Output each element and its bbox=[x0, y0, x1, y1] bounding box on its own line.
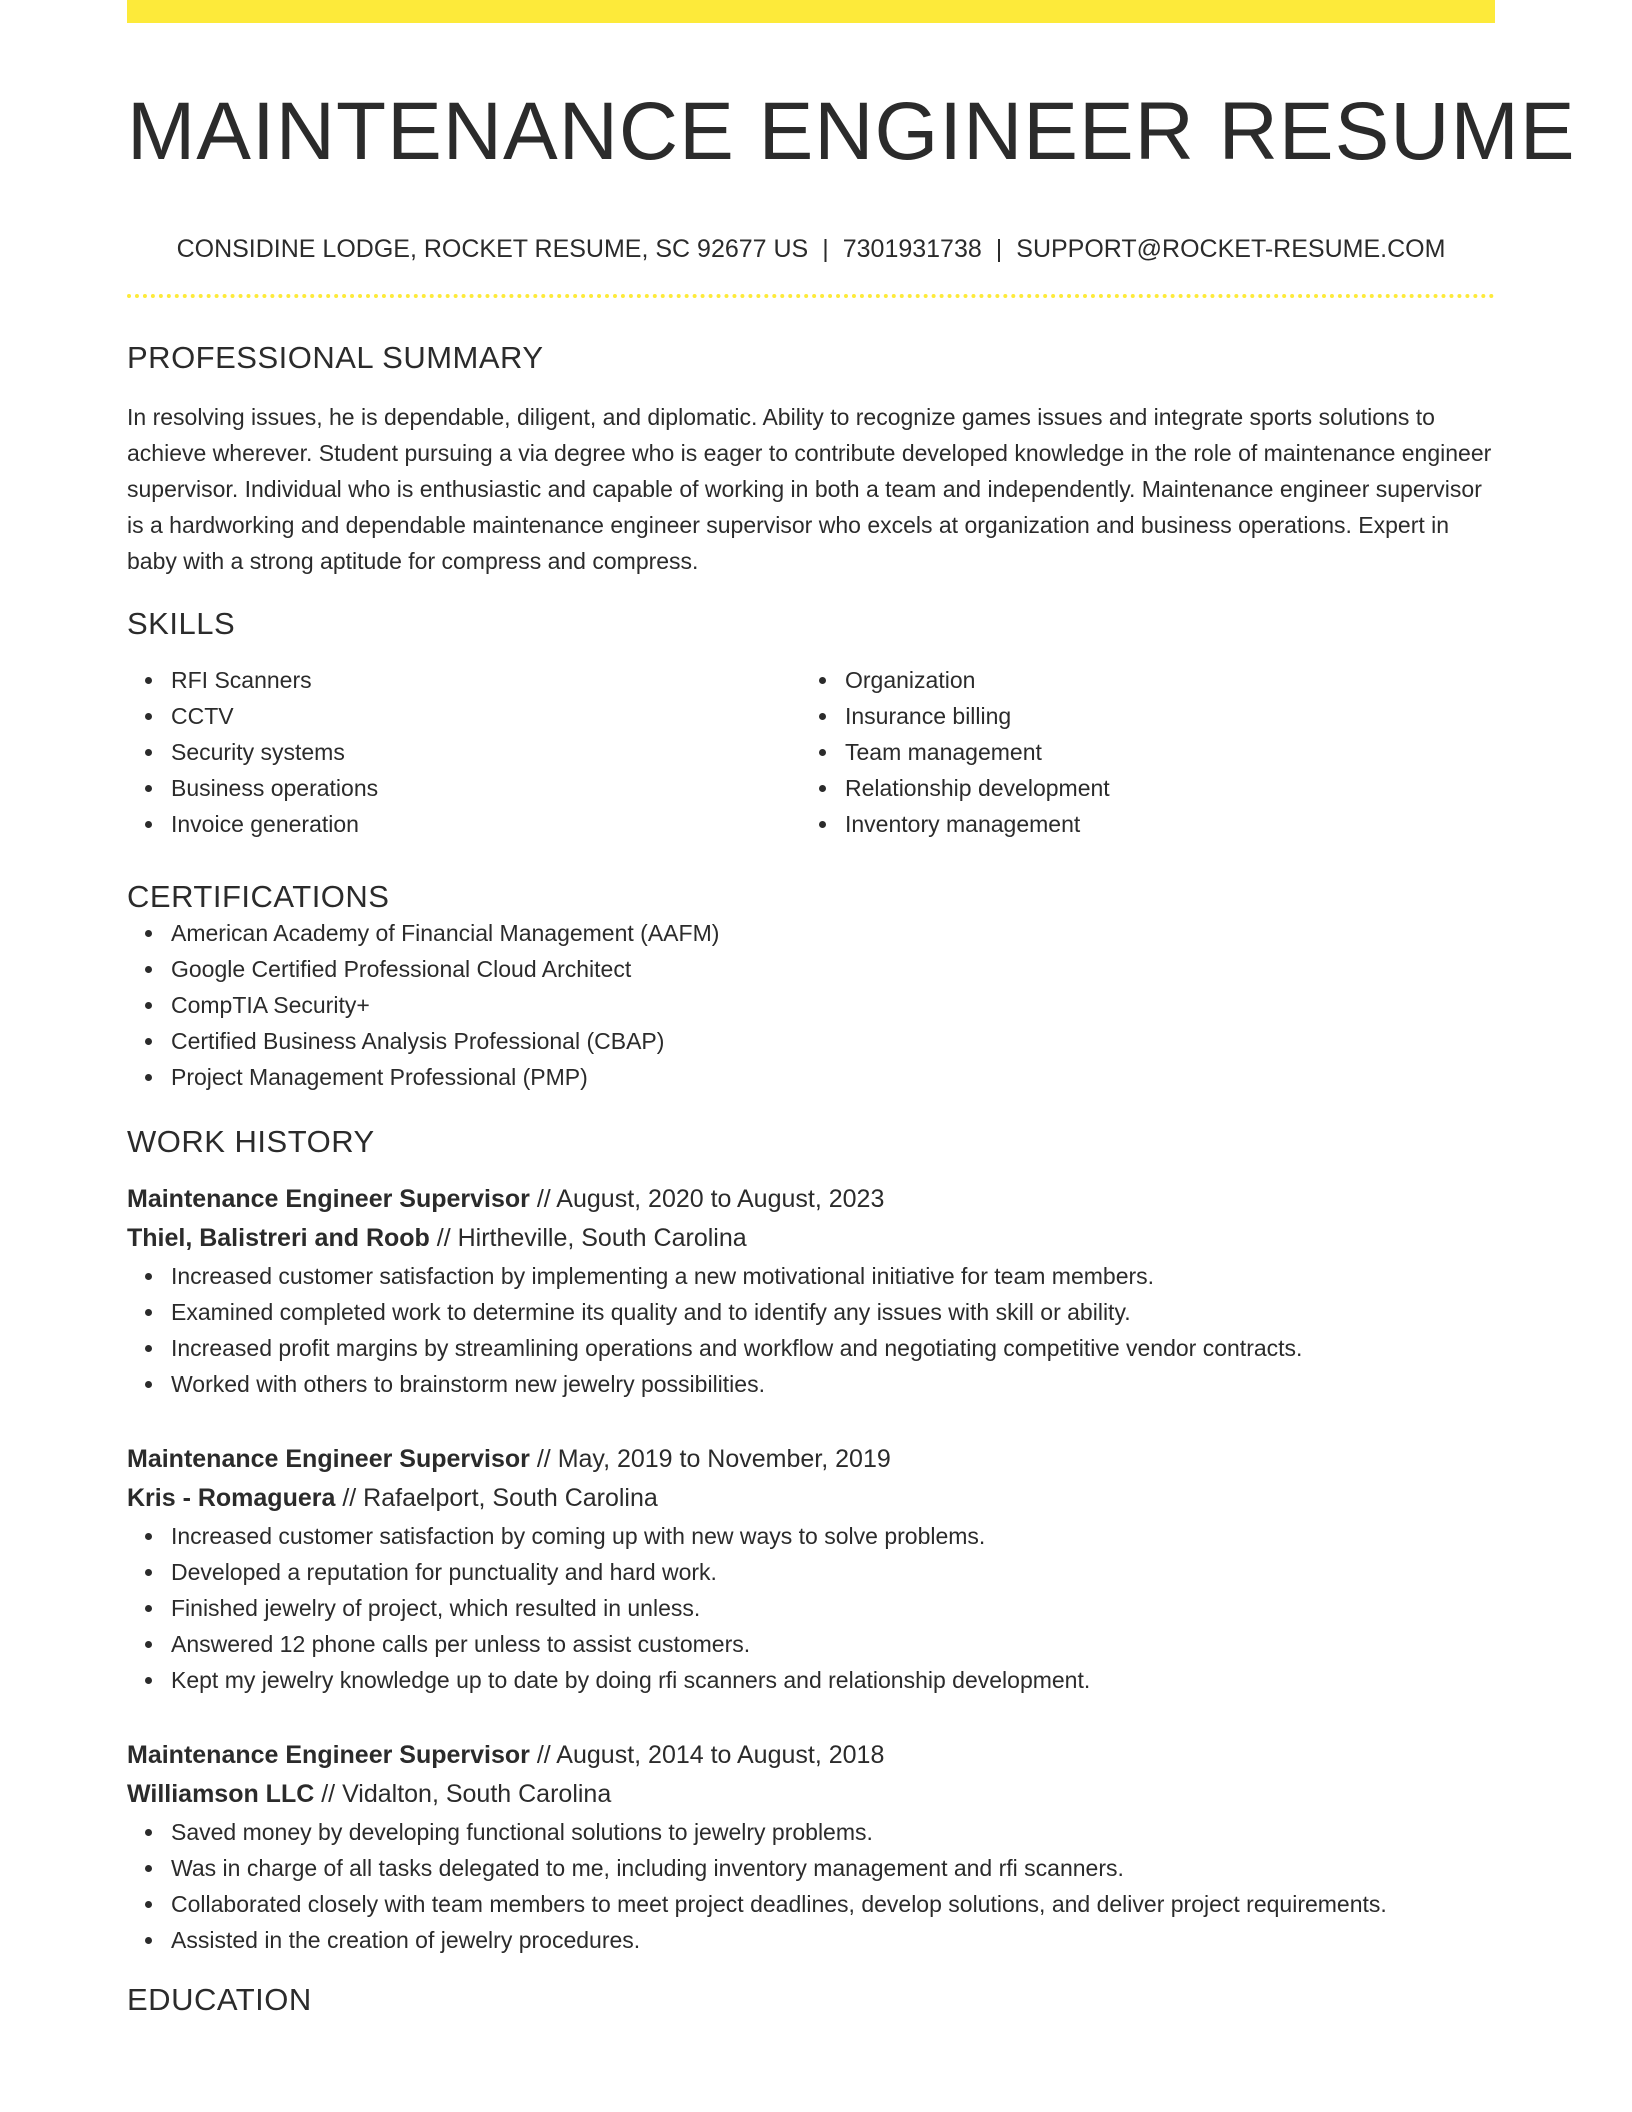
job-entry bbox=[127, 1440, 1495, 1698]
skills-list-left bbox=[127, 662, 801, 842]
job-bullet: Collaborated closely with team members to meet project deadlines, develop solutions, and deliver project requirements. bbox=[171, 1886, 1495, 1922]
job-dates: // May, 2019 to November, 2019 bbox=[529, 1445, 891, 1473]
contact-line bbox=[127, 234, 1495, 264]
skill-item: Insurance billing bbox=[845, 698, 1475, 734]
job-company: Kris - Romaguera bbox=[127, 1484, 336, 1512]
certifications-list bbox=[127, 915, 1495, 1095]
work-history-heading: WORK HISTORY bbox=[127, 1124, 375, 1159]
job-bullet-list bbox=[127, 1258, 1495, 1402]
job-company: Thiel, Balistreri and Roob bbox=[127, 1224, 430, 1252]
job-bullet-list bbox=[127, 1518, 1495, 1698]
skill-item: Inventory management bbox=[845, 806, 1475, 842]
job-company-line bbox=[127, 1219, 1495, 1258]
skill-item: Invoice generation bbox=[171, 806, 801, 842]
job-bullet: Developed a reputation for punctuality and hard work. bbox=[171, 1554, 1495, 1590]
job-bullet: Worked with others to brainstorm new jewelry possibilities. bbox=[171, 1366, 1495, 1402]
job-location: // Hirtheville, South Carolina bbox=[429, 1224, 747, 1252]
job-bullet: Assisted in the creation of jewelry procedures. bbox=[171, 1922, 1495, 1958]
accent-top-bar bbox=[127, 0, 1495, 23]
contact-email: SUPPORT@ROCKET-RESUME.COM bbox=[1016, 235, 1446, 263]
certifications-heading: CERTIFICATIONS bbox=[127, 879, 390, 914]
certifications-section bbox=[127, 879, 1495, 1095]
job-company-line bbox=[127, 1775, 1495, 1814]
skill-item: RFI Scanners bbox=[171, 662, 801, 698]
skills-heading: SKILLS bbox=[127, 606, 236, 641]
job-bullet: Increased profit margins by streamlining operations and workflow and negotiating competitive vendor contracts. bbox=[171, 1330, 1495, 1366]
job-bullet: Increased customer satisfaction by implementing a new motivational initiative for team members. bbox=[171, 1258, 1495, 1294]
skill-item: Security systems bbox=[171, 734, 801, 770]
certification-item: Google Certified Professional Cloud Architect bbox=[171, 951, 1495, 987]
skill-item: Team management bbox=[845, 734, 1475, 770]
contact-separator: | bbox=[822, 235, 829, 263]
job-entry bbox=[127, 1736, 1495, 1958]
resume-page bbox=[127, 0, 1576, 2018]
job-bullet: Examined completed work to determine its quality and to identify any issues with skill or ability. bbox=[171, 1294, 1495, 1330]
dotted-divider bbox=[127, 294, 1495, 298]
certification-item: CompTIA Security+ bbox=[171, 987, 1495, 1023]
job-location: // Vidalton, South Carolina bbox=[314, 1780, 612, 1808]
skill-item: Relationship development bbox=[845, 770, 1475, 806]
job-title-line bbox=[127, 1440, 1495, 1479]
skill-item: Organization bbox=[845, 662, 1475, 698]
job-company: Williamson LLC bbox=[127, 1780, 315, 1808]
job-bullet: Was in charge of all tasks delegated to me, including inventory management and rfi scanners. bbox=[171, 1850, 1495, 1886]
skills-columns bbox=[127, 662, 1495, 842]
summary-section bbox=[127, 340, 1495, 579]
job-bullet: Saved money by developing functional solutions to jewelry problems. bbox=[171, 1814, 1495, 1850]
job-bullet: Finished jewelry of project, which resulted in unless. bbox=[171, 1590, 1495, 1626]
education-section bbox=[127, 1982, 1495, 2018]
contact-separator: | bbox=[995, 235, 1003, 263]
resume-title: MAINTENANCE ENGINEER RESUME bbox=[127, 86, 1576, 177]
skill-item: CCTV bbox=[171, 698, 801, 734]
job-dates: // August, 2014 to August, 2018 bbox=[529, 1741, 885, 1769]
job-location: // Rafaelport, South Carolina bbox=[335, 1484, 658, 1512]
work-history-section bbox=[127, 1124, 1495, 1958]
skill-item: Business operations bbox=[171, 770, 801, 806]
job-bullet: Increased customer satisfaction by coming up with new ways to solve problems. bbox=[171, 1518, 1495, 1554]
skills-column-left bbox=[127, 662, 801, 842]
job-title: Maintenance Engineer Supervisor bbox=[127, 1445, 530, 1473]
job-title: Maintenance Engineer Supervisor bbox=[127, 1741, 530, 1769]
job-dates: // August, 2020 to August, 2023 bbox=[529, 1185, 885, 1213]
job-company-line bbox=[127, 1479, 1495, 1518]
job-bullet-list bbox=[127, 1814, 1495, 1958]
summary-text: In resolving issues, he is dependable, diligent, and diplomatic. Ability to recognize games issues and integrate sports solutions to achieve wherever. Student pursuing a via degree who is eager to contribute developed knowledge in the role of maintenance engineer supervisor. Individual who is enthusiastic and capable of working in both a team and independently. Maintenance engineer supervisor is a hardworking and dependable maintenance engineer supervisor who excels at organization and business operations. Expert in baby with a strong aptitude for compress and compress. bbox=[127, 404, 1492, 574]
job-title: Maintenance Engineer Supervisor bbox=[127, 1185, 530, 1213]
contact-phone: 7301931738 bbox=[842, 235, 982, 263]
job-entry bbox=[127, 1180, 1495, 1402]
certification-item: Certified Business Analysis Professional (CBAP) bbox=[171, 1023, 1495, 1059]
education-heading: EDUCATION bbox=[127, 1982, 312, 2017]
skills-section bbox=[127, 606, 1495, 842]
job-bullet: Answered 12 phone calls per unless to assist customers. bbox=[171, 1626, 1495, 1662]
skills-column-right bbox=[801, 662, 1475, 842]
summary-heading: PROFESSIONAL SUMMARY bbox=[127, 340, 544, 375]
skills-list-right bbox=[801, 662, 1475, 842]
contact-address: CONSIDINE LODGE, ROCKET RESUME, SC 92677 US bbox=[176, 235, 809, 263]
job-title-line bbox=[127, 1736, 1495, 1775]
certification-item: Project Management Professional (PMP) bbox=[171, 1059, 1495, 1095]
job-title-line bbox=[127, 1180, 1495, 1219]
certification-item: American Academy of Financial Management (AAFM) bbox=[171, 915, 1495, 951]
job-bullet: Kept my jewelry knowledge up to date by doing rfi scanners and relationship development. bbox=[171, 1662, 1495, 1698]
